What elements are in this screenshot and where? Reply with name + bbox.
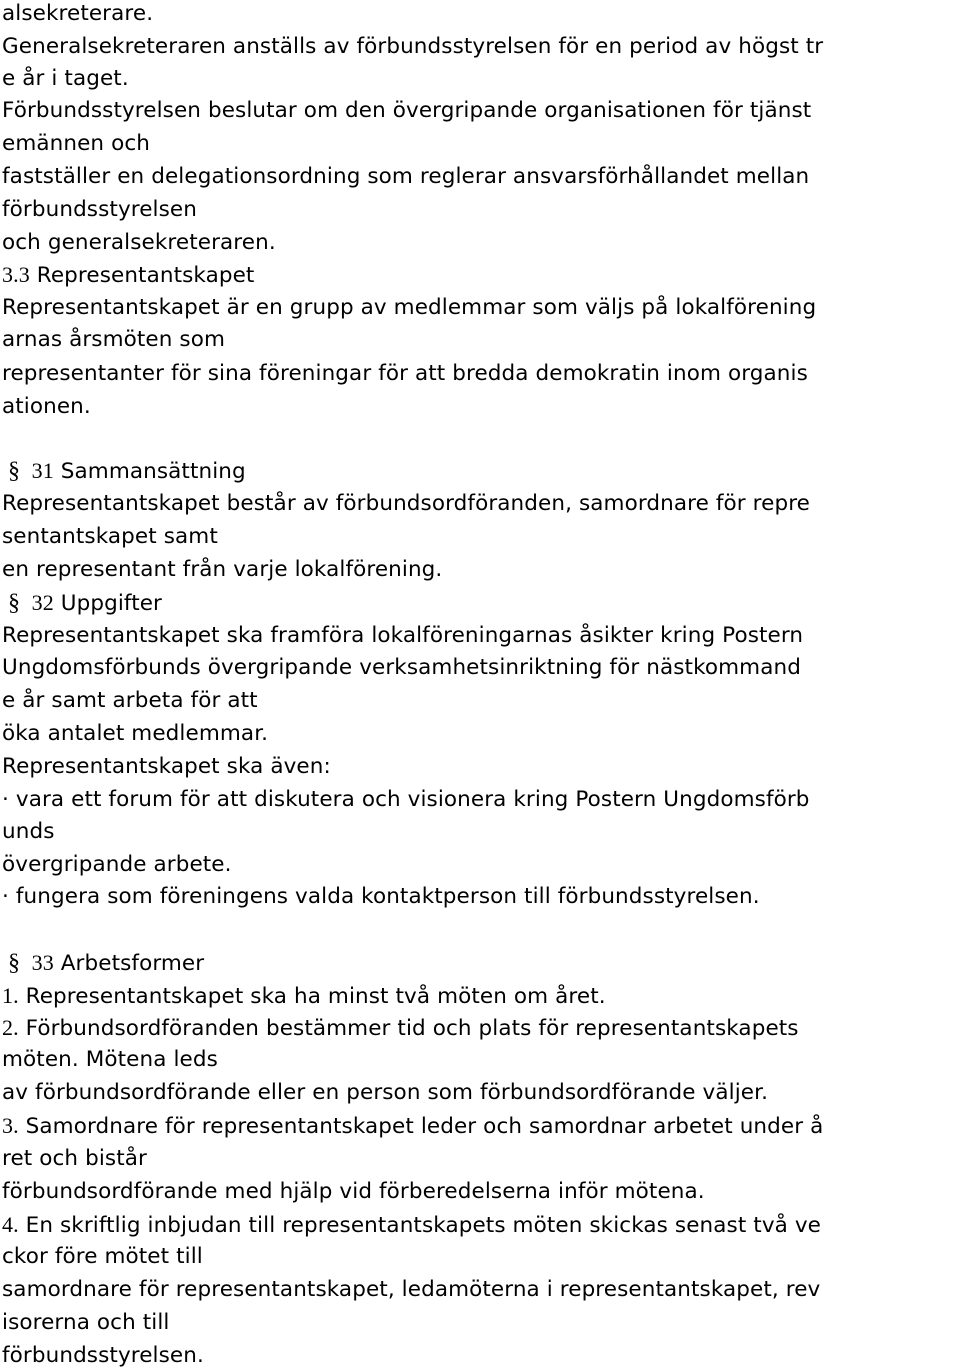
text-line: förbundsstyrelsen. (2, 1343, 204, 1368)
section-number: 31 (26, 458, 54, 483)
section-number: 3.3 (2, 262, 30, 287)
text-line: Förbundsstyrelsen beslutar om den övergripande organisationen för tjänst (2, 98, 812, 123)
section-heading: 3.3 Representantskapet (2, 262, 255, 288)
list-item: 2. Förbundsordföranden bestämmer tid och plats för representantskapets (2, 1015, 799, 1041)
text-line: emännen och (2, 131, 150, 156)
text-line: ckor före mötet till (2, 1244, 203, 1269)
paragraph-sign: § (7, 458, 21, 484)
text-line: unds (2, 819, 55, 844)
text-line: öka antalet medlemmar. (2, 721, 269, 746)
text-line: en representant från varje lokalförening. (2, 557, 443, 582)
text-line: förbundsordförande med hjälp vid förberedelserna inför mötena. (2, 1179, 705, 1204)
text-line: sentantskapet samt (2, 524, 218, 549)
section-heading: § 33 Arbetsformer (2, 946, 204, 979)
list-item: · vara ett forum för att diskutera och visionera kring Postern Ungdomsförb (2, 787, 810, 812)
section-heading: § 32 Uppgifter (2, 586, 162, 619)
paragraph-sign: § (7, 950, 21, 976)
section-heading: § 31 Sammansättning (2, 454, 246, 487)
text-line: samordnare för representantskapet, ledamöterna i representantskapet, rev (2, 1277, 821, 1302)
text-line: e år samt arbeta för att (2, 688, 258, 713)
list-number: 3. (2, 1113, 19, 1138)
text-line: alsekreterare. (2, 1, 154, 26)
text-line: Representantskapet ska även: (2, 754, 331, 779)
section-number: 33 (26, 950, 54, 975)
list-number: 2. (2, 1015, 19, 1040)
text-line: Representantskapet är en grupp av medlemmar som väljs på lokalförening (2, 295, 817, 320)
list-item: · fungera som föreningens valda kontaktperson till förbundsstyrelsen. (2, 884, 760, 909)
list-number: 4. (2, 1212, 19, 1237)
list-number: 1. (2, 983, 19, 1008)
text-line: fastställer en delegationsordning som reglerar ansvarsförhållandet mellan (2, 164, 810, 189)
text-line: isorerna och till (2, 1310, 170, 1335)
list-item: 3. Samordnare för representantskapet leder och samordnar arbetet under å (2, 1113, 824, 1139)
text-line: Ungdomsförbunds övergripande verksamhetsinriktning för nästkommand (2, 655, 801, 680)
paragraph-sign: § (7, 590, 21, 616)
text-line: representanter för sina föreningar för att bredda demokratin inom organis (2, 361, 808, 386)
text-line: och generalsekreteraren. (2, 230, 276, 255)
text-line: möten. Mötena leds (2, 1047, 218, 1072)
section-number: 32 (26, 590, 54, 615)
text-line: ret och bistår (2, 1146, 147, 1171)
text-line: av förbundsordförande eller en person som förbundsordförande väljer. (2, 1080, 769, 1105)
text-line: e år i taget. (2, 66, 129, 91)
text-line: Representantskapet består av förbundsordföranden, samordnare för repre (2, 491, 810, 516)
text-line: Generalsekreteraren anställs av förbundsstyrelsen för en period av högst tr (2, 34, 824, 59)
text-line: ationen. (2, 394, 91, 419)
text-line: övergripande arbete. (2, 852, 232, 877)
text-line: Representantskapet ska framföra lokalföreningarnas åsikter kring Postern (2, 623, 804, 648)
text-line: förbundsstyrelsen (2, 197, 197, 222)
text-line: arnas årsmöten som (2, 327, 226, 352)
list-item: 1. Representantskapet ska ha minst två möten om året. (2, 983, 606, 1009)
list-item: 4. En skriftlig inbjudan till representantskapets möten skickas senast två ve (2, 1212, 822, 1238)
